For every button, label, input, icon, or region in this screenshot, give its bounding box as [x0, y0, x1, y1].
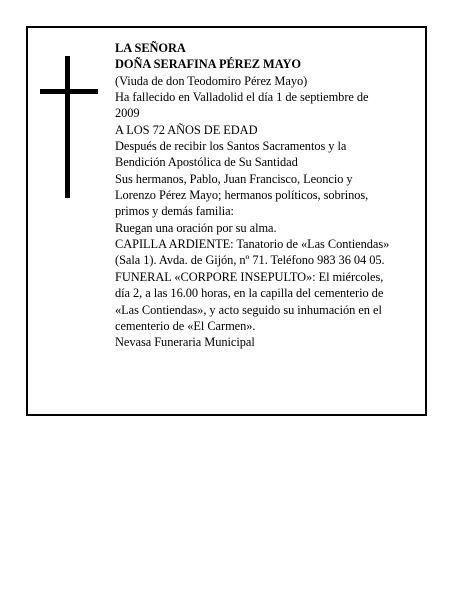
- notice-line: (Viuda de don Teodomiro Pérez Mayo): [115, 73, 308, 88]
- notice-line: Lorenzo Pérez Mayo; hermanos políticos, sobrinos,: [115, 188, 369, 203]
- notice-line-address: (Sala 1). Avda. de Gijón, nº 71. Teléfono 983 36 04 05.: [115, 253, 385, 268]
- notice-line: Después de recibir los Santos Sacramentos y la: [115, 139, 347, 154]
- notice-line: Sus hermanos, Pablo, Juan Francisco, Leoncio y: [115, 171, 353, 186]
- notice-line: día 2, a las 16.00 horas, en la capilla del cementerio de: [115, 286, 384, 301]
- notice-line-chapel: CAPILLA ARDIENTE: Tanatorio de «Las Contiendas»: [115, 237, 390, 252]
- notice-line-age: A LOS 72 AÑOS DE EDAD: [115, 122, 258, 137]
- notice-line-name: DOÑA SERAFINA PÉREZ MAYO: [115, 57, 301, 72]
- notice-line-funeral-home: Nevasa Funeraria Municipal: [115, 335, 255, 350]
- notice-text: [115, 40, 427, 351]
- notice-line: «Las Contiendas», y acto seguido su inhumación en el: [115, 302, 382, 317]
- cross-horizontal-bar: [40, 89, 98, 94]
- notice-line: 2009: [115, 106, 140, 121]
- notice-line: Bendición Apostólica de Su Santidad: [115, 155, 298, 170]
- cross-vertical-bar: [65, 56, 70, 198]
- notice-line-title: LA SEÑORA: [115, 41, 186, 55]
- cross-icon: [40, 56, 98, 198]
- obituary-notice: [26, 26, 427, 416]
- notice-line: Ruegan una oración por su alma.: [115, 220, 277, 235]
- notice-line: cementerio de «El Carmen».: [115, 318, 256, 333]
- notice-line: Ha fallecido en Valladolid el día 1 de septiembre de: [115, 90, 369, 105]
- notice-line-funeral: FUNERAL «CORPORE INSEPULTO»: El miércoles,: [115, 269, 384, 284]
- notice-line: primos y demás familia:: [115, 204, 234, 219]
